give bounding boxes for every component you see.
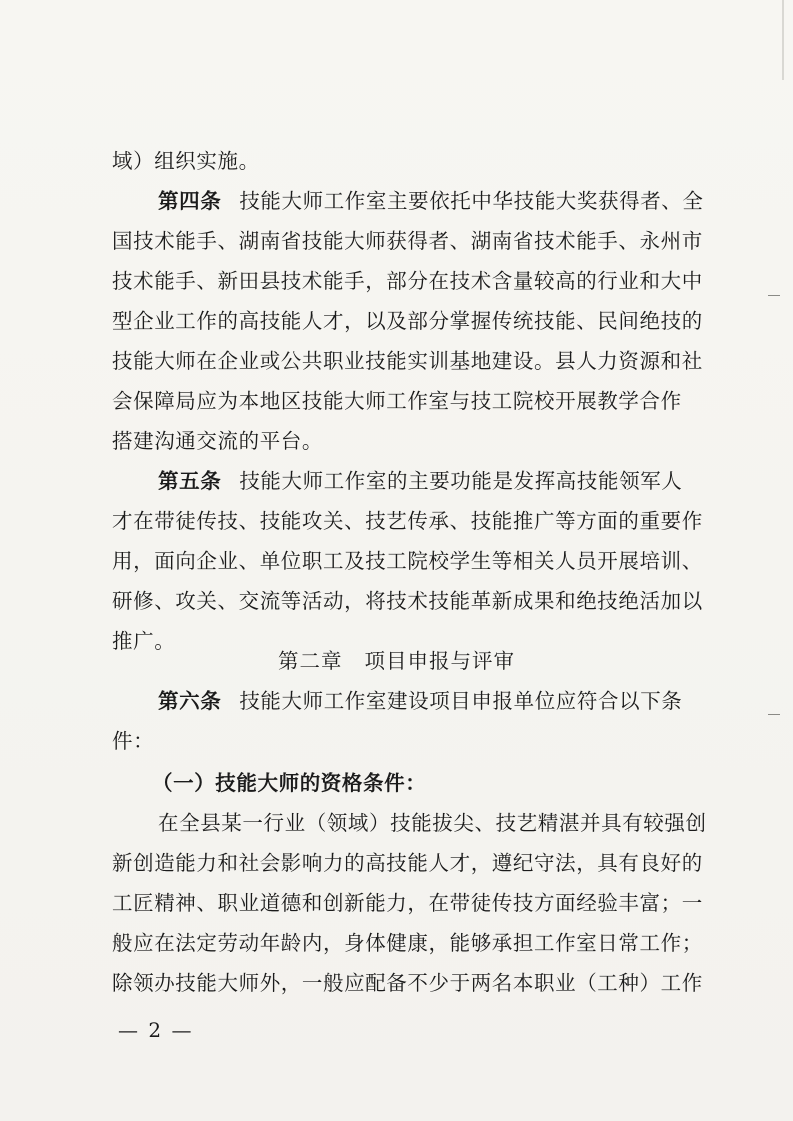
article-heading: 第五条: [158, 469, 222, 493]
article-text: 技能大师工作室主要依托中华技能大奖获得者、全: [239, 189, 704, 213]
margin-tick-mark: [768, 714, 780, 715]
article-5-line: [158, 466, 682, 496]
article-4-line: [158, 186, 704, 216]
text-line: 会保障局应为本地区技能大师工作室与技工院校开展教学合作: [112, 389, 682, 413]
text-line: 推广。: [112, 629, 176, 653]
text-line: 域）组织实施。: [112, 149, 260, 173]
scan-edge-right: [782, 0, 784, 80]
text-line: 用，面向企业、单位职工及技工院校学生等相关人员开展培训、: [112, 549, 703, 573]
text-line: 型企业工作的高技能人才，以及部分掌握传统技能、民间绝技的: [112, 309, 703, 333]
article-text: 技能大师工作室的主要功能是发挥高技能领军人: [239, 469, 683, 493]
text-line: 才在带徒传技、技能攻关、技艺传承、技能推广等方面的重要作: [112, 509, 703, 533]
article-heading: 第四条: [158, 189, 222, 213]
text-line: 件：: [112, 729, 155, 753]
chapter-heading: [0, 646, 793, 676]
chapter-number: 第二章: [278, 649, 343, 673]
text-line: 技术能手、新田县技术能手，部分在技术含量较高的行业和大中: [112, 269, 703, 293]
article-6-line: [158, 686, 682, 716]
text-line: 工匠精神、职业道德和创新能力，在带徒传技方面经验丰富；一: [112, 891, 703, 915]
subsection-heading: （一）技能大师的资格条件：: [152, 771, 427, 795]
text-line: 搭建沟通交流的平台。: [112, 429, 323, 453]
chapter-title: 项目申报与评审: [364, 649, 515, 673]
margin-tick-mark: [768, 295, 780, 296]
text-line: 除领办技能大师外，一般应配备不少于两名本职业（工种）工作: [112, 971, 703, 995]
text-line: 技能大师在企业或公共职业技能实训基地建设。县人力资源和社: [112, 349, 703, 373]
text-line: 新创造能力和社会影响力的高技能人才，遵纪守法，具有良好的: [112, 851, 703, 875]
page-number: — 2 —: [118, 1018, 194, 1042]
article-text: 技能大师工作室建设项目申报单位应符合以下条: [239, 689, 683, 713]
text-line: 般应在法定劳动年龄内，身体健康，能够承担工作室日常工作；: [112, 931, 703, 955]
article-heading: 第六条: [158, 689, 222, 713]
text-line: 研修、攻关、交流等活动，将技术技能革新成果和绝技绝活加以: [112, 589, 703, 613]
text-line: 国技术能手、湖南省技能大师获得者、湖南省技术能手、永州市: [112, 229, 703, 253]
text-line: 在全县某一行业（领域）技能拔尖、技艺精湛并具有较强创: [158, 811, 707, 835]
